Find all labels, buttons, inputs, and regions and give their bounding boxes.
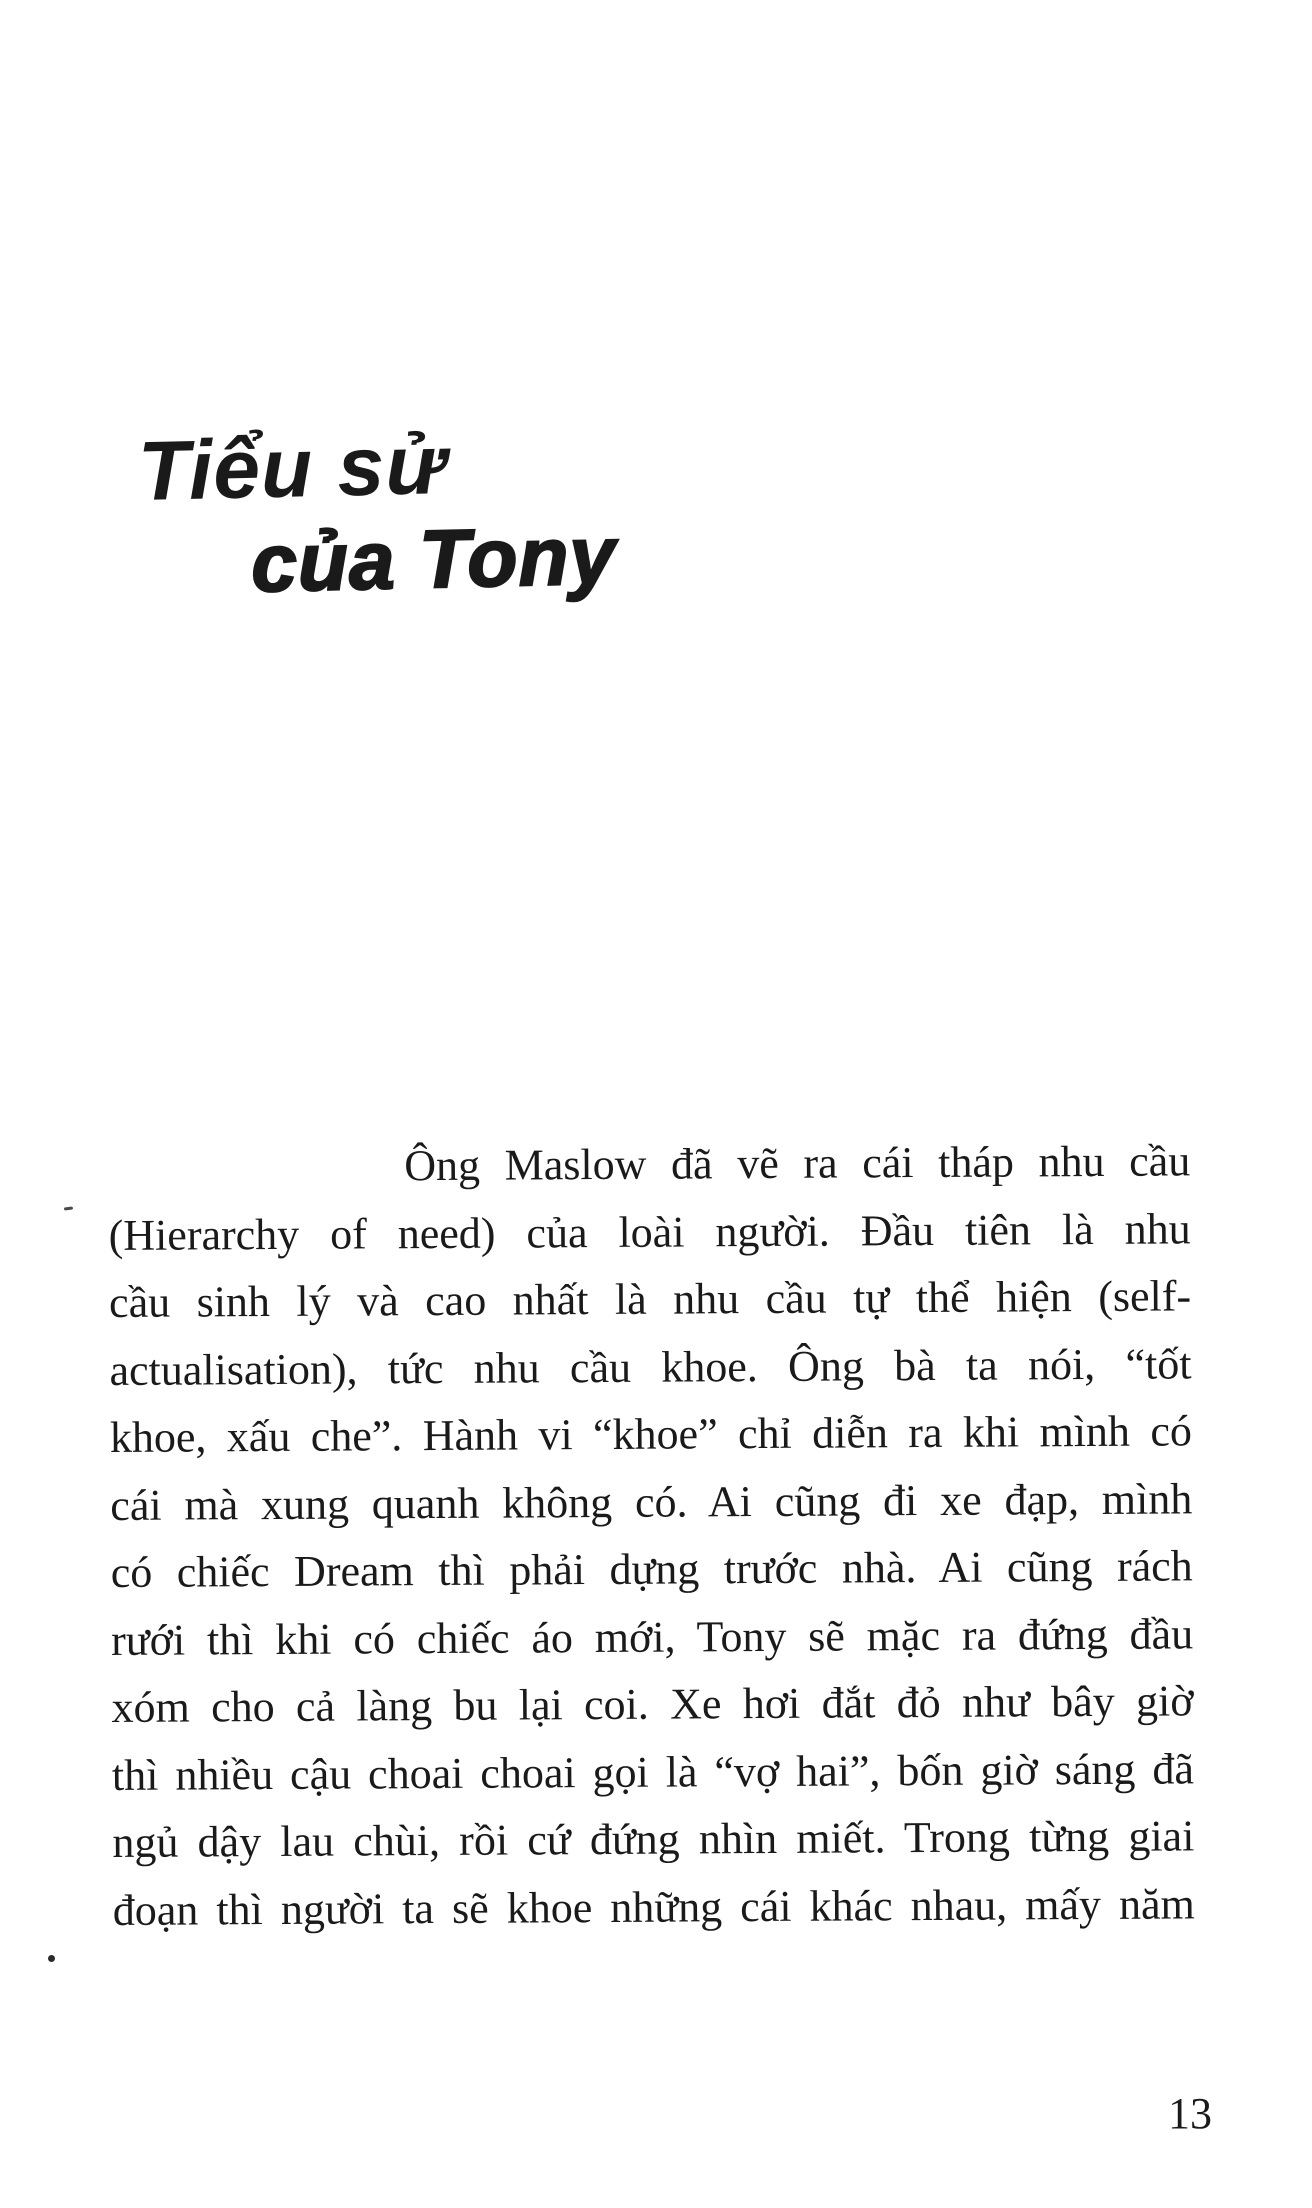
body-line: (Hierarchy of need) của loài người. Đầu tiên là nhu (108, 1203, 1191, 1260)
body-paragraph (108, 1127, 1195, 1944)
body-line: actualisation), tức nhu cầu khoe. Ông bà ta nói, “tốt (109, 1338, 1192, 1395)
body-line: có chiếc Dream thì phải dựng trước nhà. Ai cũng rách (110, 1541, 1193, 1598)
body-line: xóm cho cả làng bu lại coi. Xe hơi đắt đỏ như bây giờ (111, 1676, 1194, 1733)
scan-speck-dash (64, 1206, 73, 1210)
body-line: ngủ dậy lau chùi, rồi cứ đứng nhìn miết. Trong từng giai (112, 1811, 1195, 1868)
body-line: cầu sinh lý và cao nhất là nhu cầu tự thể hiện (self- (108, 1271, 1192, 1328)
page-number: 13 (1168, 2089, 1212, 2138)
chapter-title-line1: Tiểu sử (137, 417, 448, 518)
chapter-title (137, 413, 617, 614)
body-line: rưới thì khi có chiếc áo mới, Tony sẽ mặc ra đứng đầu (110, 1608, 1194, 1665)
chapter-title-line2: của Tony (250, 510, 618, 610)
scan-speck-dot (48, 1955, 55, 1962)
body-line: đoạn thì người ta sẽ khoe những cái khác nhau, mấy năm (112, 1878, 1195, 1935)
body-line: Ông Maslow đã vẽ ra cái tháp nhu cầu (404, 1136, 1191, 1191)
body-line: thì nhiều cậu choai choai gọi là “vợ hai”, bốn giờ sáng đã (111, 1743, 1195, 1800)
body-line: cái mà xung quanh không có. Ai cũng đi xe đạp, mình (110, 1473, 1193, 1530)
body-line: khoe, xấu che”. Hành vi “khoe” chỉ diễn ra khi mình có (109, 1406, 1193, 1463)
